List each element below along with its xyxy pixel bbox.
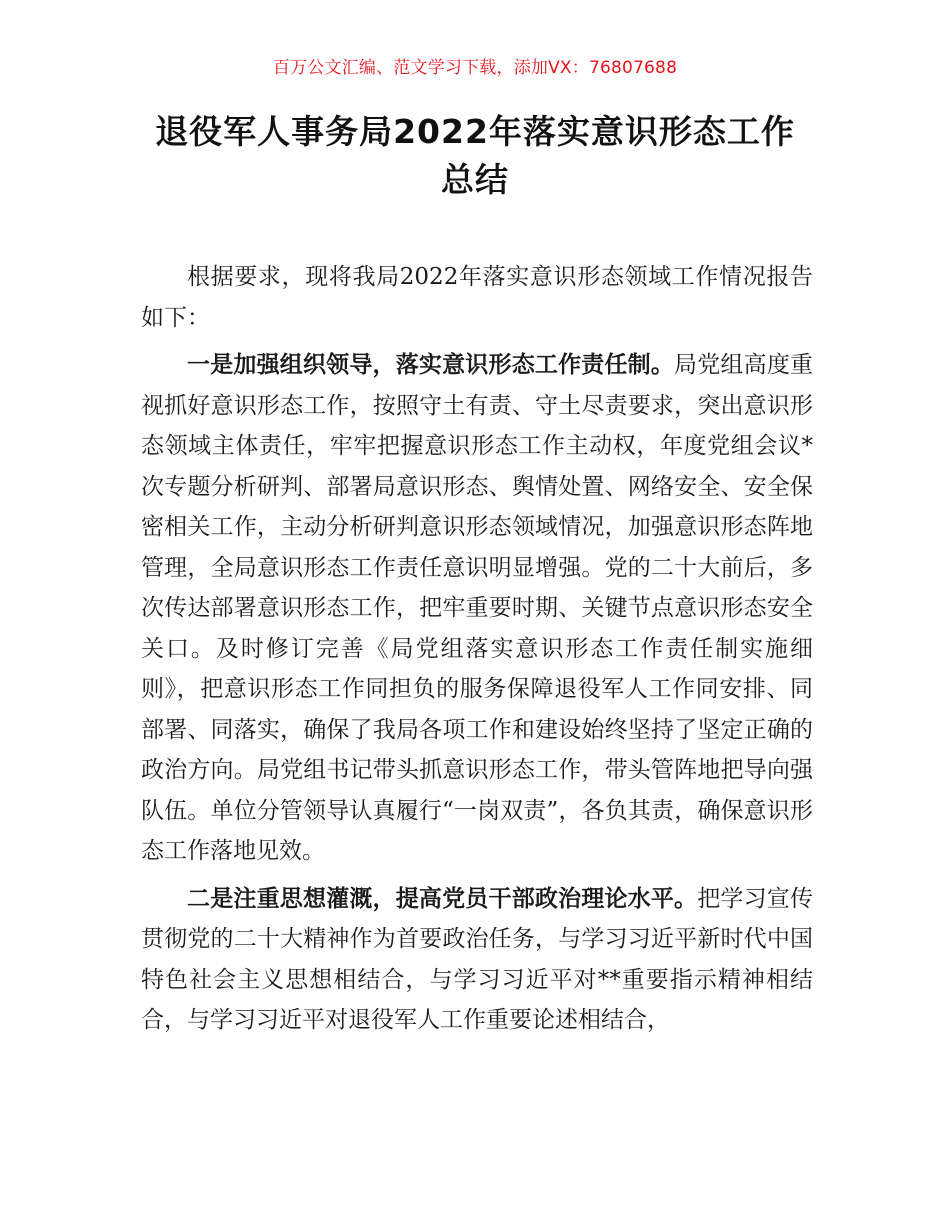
section-paragraph-1 bbox=[141, 345, 813, 872]
watermark-header: 百万公文汇编、范文学习下载，添加VX：76807688 bbox=[272, 58, 678, 78]
section-paragraph-2 bbox=[141, 879, 813, 1041]
section-1-body: 局党组高度重视抓好意识形态工作，按照守土有责、守土尽责要求，突出意识形态领域主体责任，牢牢把握意识形态工作主动权，年度党组会议*次专题分析研判、部署局意识形态、舆情处置、网络安全、安全保密相关工作，主动分析研判意识形态领域情况，加强意识形态阵地管理，全局意识形态工作责任意识明显增强。党的二十大前后，多次传达部署意识形态工作，把牢重要时期、关键节点意识形态安全关口。及时修订完善《局党组落实意识形态工作责任制实施细则》，把意识形态工作同担负的服务保障退役军人工作同安排、同部署、同落实，确保了我局各项工作和建设始终坚持了坚定正确的政治方向。局党组书记带头抓意识形态工作，带头管阵地把导向强队伍。单位分管领导认真履行“一岗双责”，各负其责，确保意识形态工作落地见效。 bbox=[141, 352, 814, 864]
title-line-2: 总结 bbox=[441, 160, 509, 199]
intro-paragraph: 根据要求，现将我局2022年落实意识形态领域工作情况报告如下： bbox=[141, 264, 813, 331]
title-line-1: 退役军人事务局2022年落实意识形态工作 bbox=[155, 112, 795, 151]
section-1-lead: 一是加强组织领导，落实意识形态工作责任制。 bbox=[187, 351, 675, 378]
document-title bbox=[120, 108, 830, 204]
section-2-body: 把学习宣传贯彻党的二十大精神作为首要政治任务，与学习习近平新时代中国特色社会主义思想相结合，与学习习近平对**重要指示精神相结合，与学习习近平对退役军人工作重要论述相结合， bbox=[141, 885, 814, 1033]
document-body bbox=[141, 257, 813, 1048]
section-2-lead: 二是注重思想灌溉，提高党员干部政治理论水平。 bbox=[187, 884, 698, 912]
